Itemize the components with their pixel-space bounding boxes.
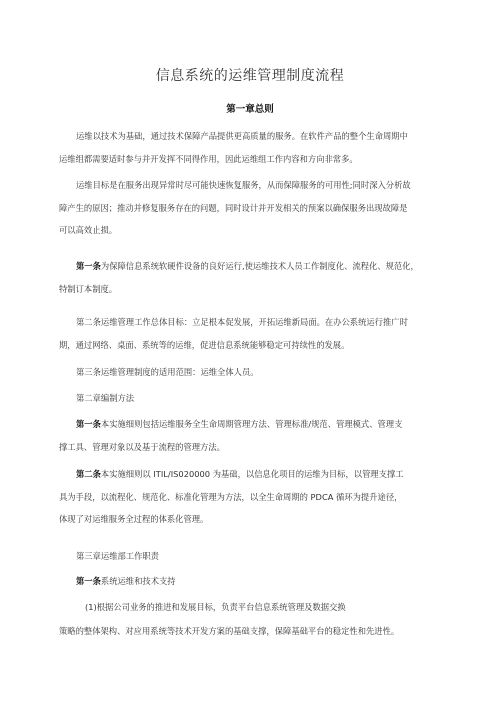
paragraph-text: 为保障信息系统软硬件设备的良好运行,使运维技术人员工作制度化、流程化、规范化， <box>100 261 419 271</box>
article-number: 第一条 <box>76 419 101 429</box>
paragraph-9 <box>59 596 449 619</box>
paragraph-line: 期，通过网络、桌面、系统等的运维，促进信息系统能够稳定可持续性的发展。 <box>59 339 350 350</box>
article-number: 第二条 <box>76 469 101 479</box>
paragraph-8 <box>59 570 449 593</box>
paragraph-line: 策略的整体架构、对应用系统等技术开发方案的基础支撑，保障基础平台的稳定性和先进性。 <box>59 626 400 636</box>
paragraph-6 <box>59 413 449 458</box>
paragraph-text: 本实施细则以 ITIL/IS020000 为基础，以信息化项目的运维为目标，以管理支撑工 <box>100 469 404 479</box>
paragraph-7 <box>59 463 449 531</box>
paragraph-line <box>59 255 449 278</box>
paragraph-line: 运维目标是在服务出现异常时尽可能快速恢复服务，从而保障服务的可用性;同时深入分析故 <box>76 180 411 190</box>
chapter-2-heading <box>59 387 449 410</box>
paragraph-10 <box>59 620 449 643</box>
paragraph-1 <box>59 125 449 170</box>
paragraph-line: 撑工具、管理对象以及基于流程的管理方法。 <box>59 441 225 452</box>
paragraph-3 <box>59 255 449 300</box>
document-title: 信息系统的运维管理制度流程 <box>155 68 345 84</box>
paragraph-line: 特制订本制度。 <box>59 283 118 294</box>
paragraph-line: 运维以技术为基础，通过技术保障产品提供更高质量的服务。在软件产品的整个生命周期中 <box>76 131 408 141</box>
paragraph-line: 可以高效止损。 <box>59 225 118 235</box>
chapter-3-heading <box>59 545 449 568</box>
chapter-1-heading: 第一章总则 <box>226 104 274 115</box>
chapter-title: 第三章运维部工作职责 <box>76 551 159 561</box>
paragraph-4 <box>59 311 449 356</box>
article-number: 第一条 <box>76 261 101 271</box>
paragraph-line <box>59 413 449 436</box>
paragraph-line <box>59 463 449 486</box>
paragraph-text: 系统运维和技术支持 <box>100 576 176 586</box>
chapter-title: 第二章编制方法 <box>76 393 135 403</box>
article-number: 第一条 <box>76 576 101 586</box>
paragraph-5 <box>59 361 449 384</box>
paragraph-line: 体现了对运维服务全过程的体系化管理。 <box>59 514 209 524</box>
paragraph-line: (1)根据公司业务的推进和发展目标，负责平台信息系统管理及数据交换 <box>85 602 346 612</box>
paragraph-line <box>59 570 449 593</box>
paragraph-line: 运维组都需要适时参与并开发挥不同得作用，因此运维组工作内容和方向非常多。 <box>59 153 358 164</box>
paragraph-line: 第三条运维管理制度的适用范围：运维全体人员。 <box>76 367 259 377</box>
paragraph-line: 障产生的原因；推动并修复服务存在的问题，同时设计并开发相关的预案以确保服务出现故障是 <box>59 202 408 213</box>
paragraph-text: 本实施细则包括运维服务全生命周期管理方法、管理标准/规范、管理模式、管理支 <box>100 419 403 429</box>
paragraph-2 <box>59 174 449 242</box>
paragraph-line: 第二条运维管理工作总体目标：立足根本促发展，开拓运维新局面。在办公系统运行推广时 <box>76 317 408 327</box>
paragraph-line: 具为手段，以流程化、规范化、标准化管理为方法，以全生命周期的 PDCA 循环为提升途径， <box>59 491 403 502</box>
